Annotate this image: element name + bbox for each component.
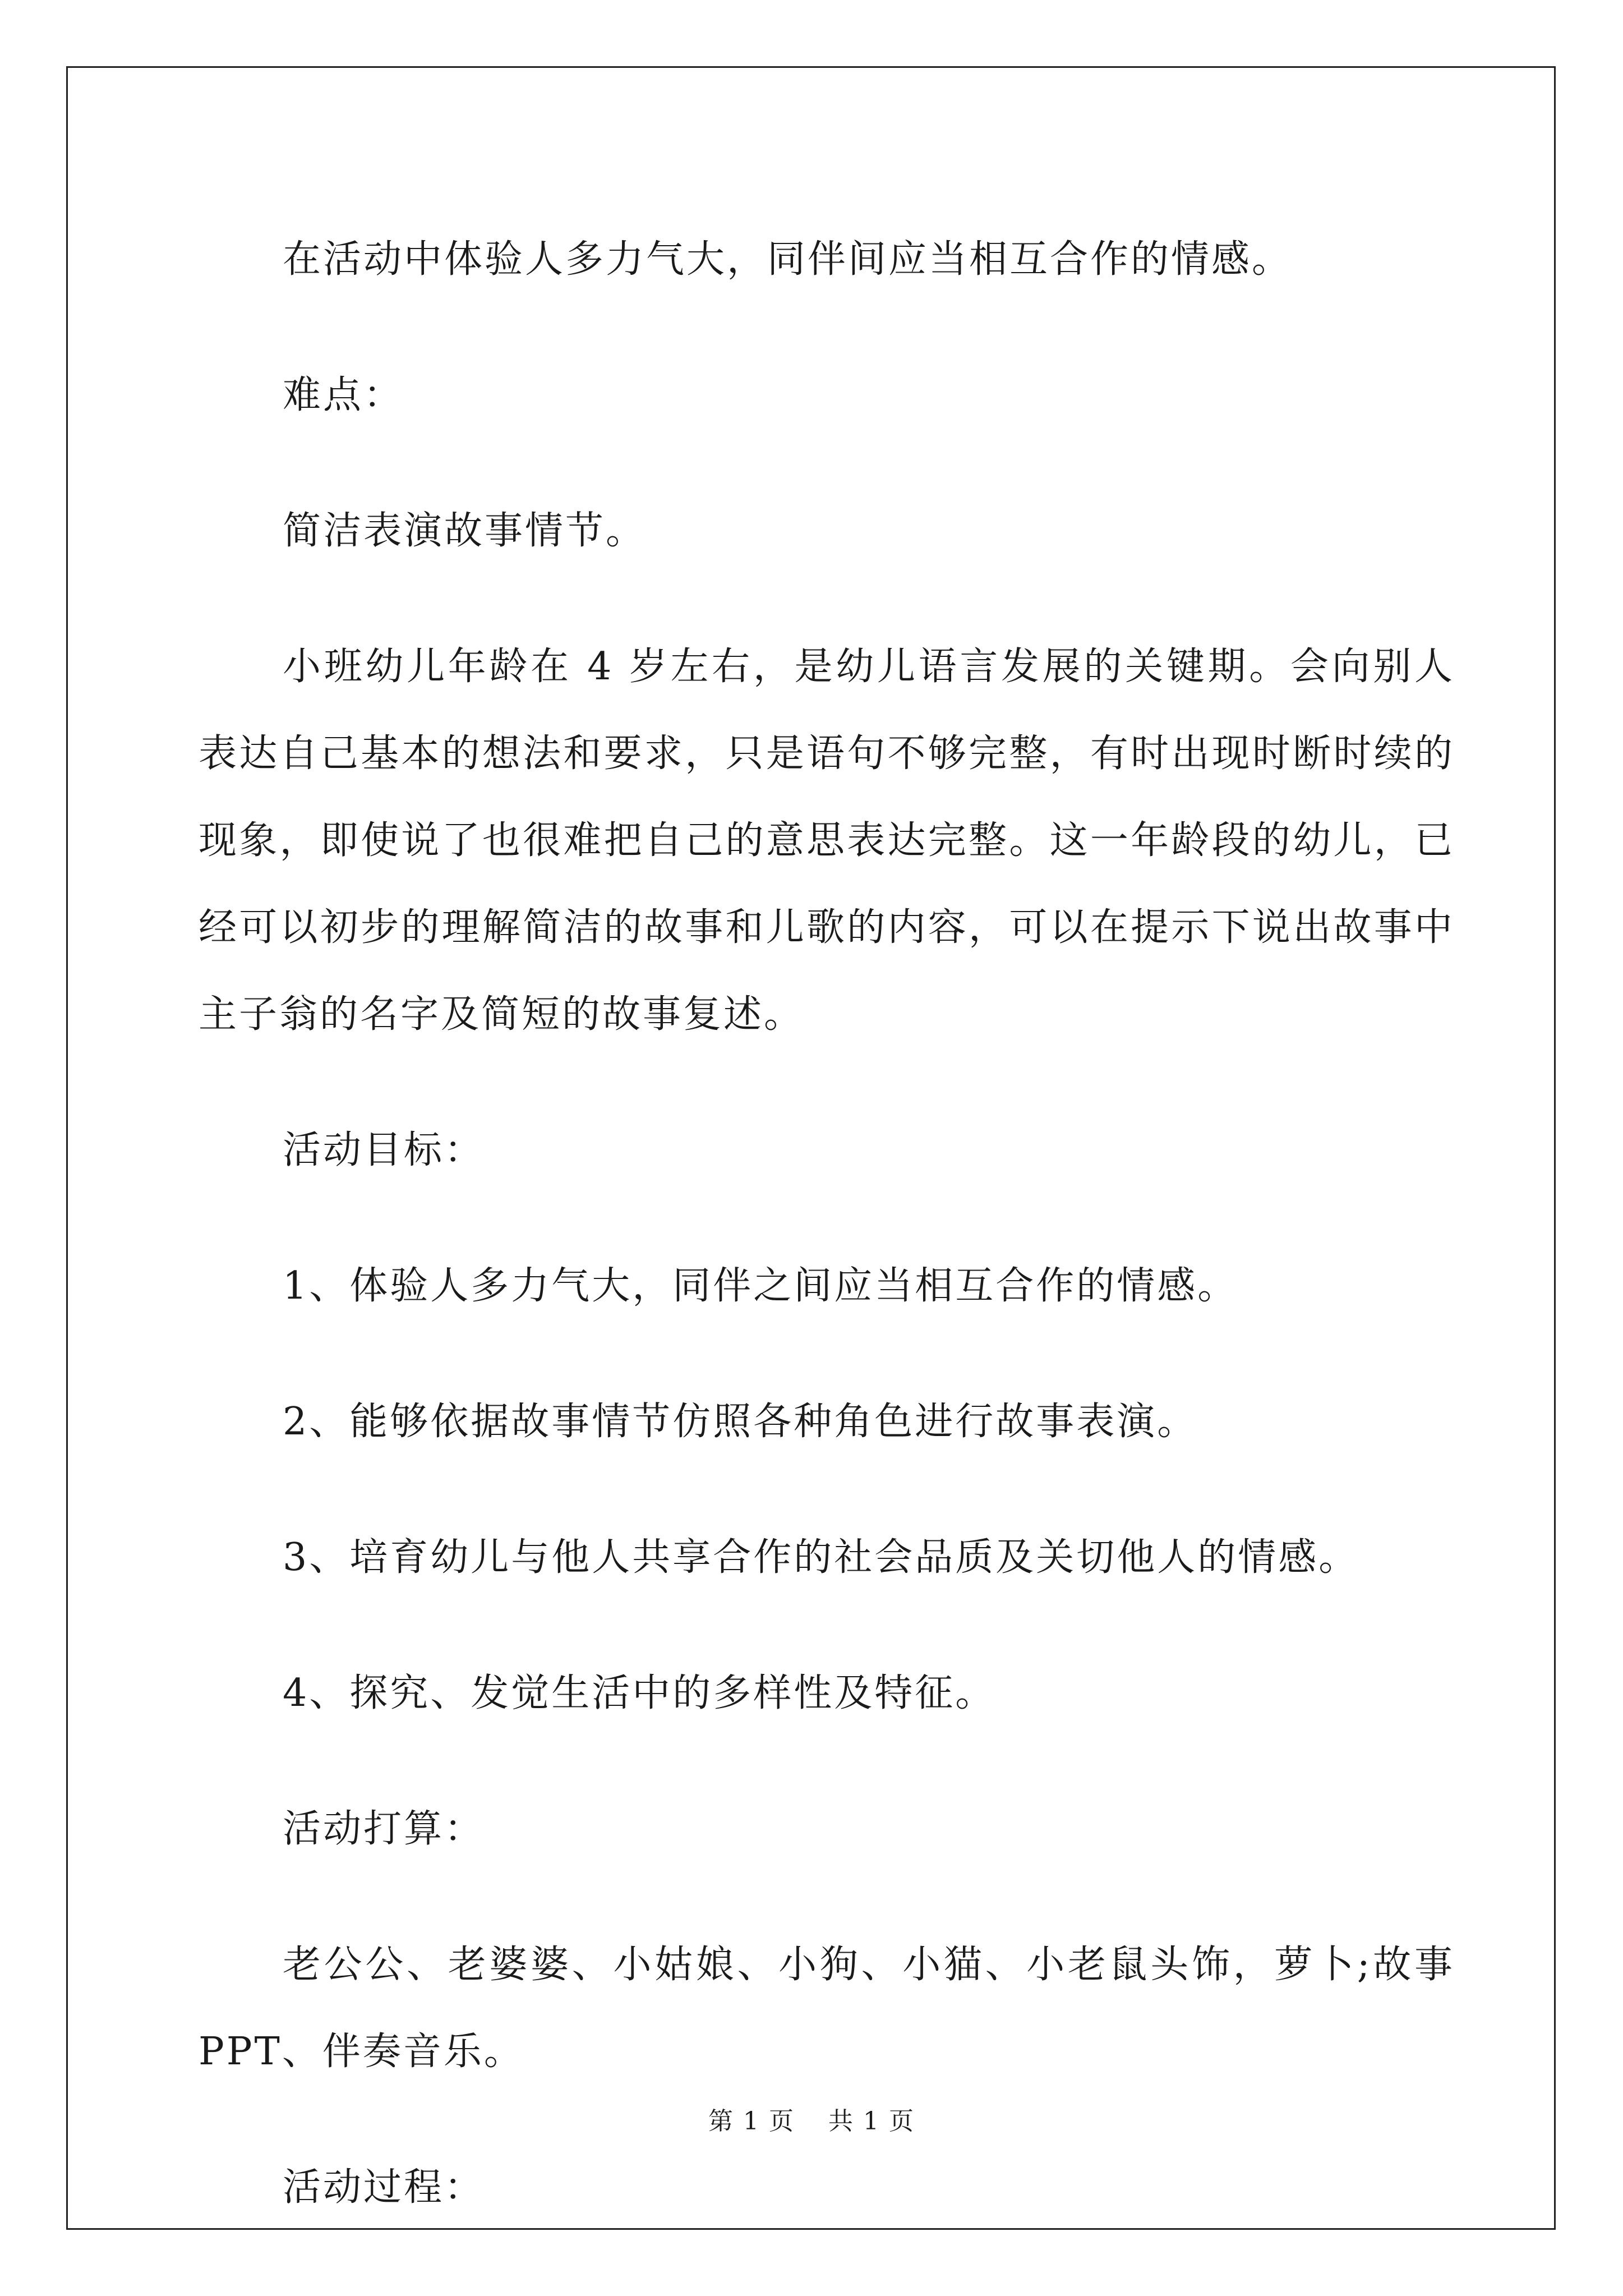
paragraph: 3、培育幼儿与他人共享合作的社会品质及关切他人的情感。	[283, 1535, 1359, 1580]
paragraph: 难点：	[283, 373, 404, 417]
page-total: 共 1 页	[828, 2107, 915, 2136]
paragraph: 小班幼儿年龄在 4 岁左右，是幼儿语言发展的关键期。会向别人表达自己基本的想法和要求，只是语句不够完整，有时出现时断时续的现象，即使说了也很难把自己的意思表达完整。这一年龄段的幼儿，已经可以初步的理解简洁的故事和儿歌的内容，可以在提示下说出故事中主子翁的名字及简短的故事复述。	[199, 645, 1455, 1037]
page-footer	[0, 2101, 1623, 2137]
document-body	[199, 216, 1455, 2280]
paragraph: 活动打算：	[283, 1807, 485, 1851]
page-number: 第 1 页	[708, 2107, 795, 2136]
paragraph: 1、体验人多力气大，同伴之间应当相互合作的情感。	[283, 1264, 1238, 1308]
paragraph: 老公公、老婆婆、小姑娘、小狗、小猫、小老鼠头饰，萝卜;故事PPT、伴奏音乐。	[199, 1943, 1455, 2074]
paragraph: 简洁表演故事情节。	[283, 509, 647, 553]
paragraph: 在活动中体验人多力气大，同伴间应当相互合作的情感。	[283, 237, 1293, 282]
paragraph: 4、探究、发觉生活中的多样性及特征。	[283, 1671, 996, 1715]
paragraph: 活动目标：	[283, 1128, 485, 1172]
paragraph: 活动过程：	[283, 2165, 485, 2210]
paragraph: 2、能够依据故事情节仿照各种角色进行故事表演。	[283, 1400, 1198, 1444]
